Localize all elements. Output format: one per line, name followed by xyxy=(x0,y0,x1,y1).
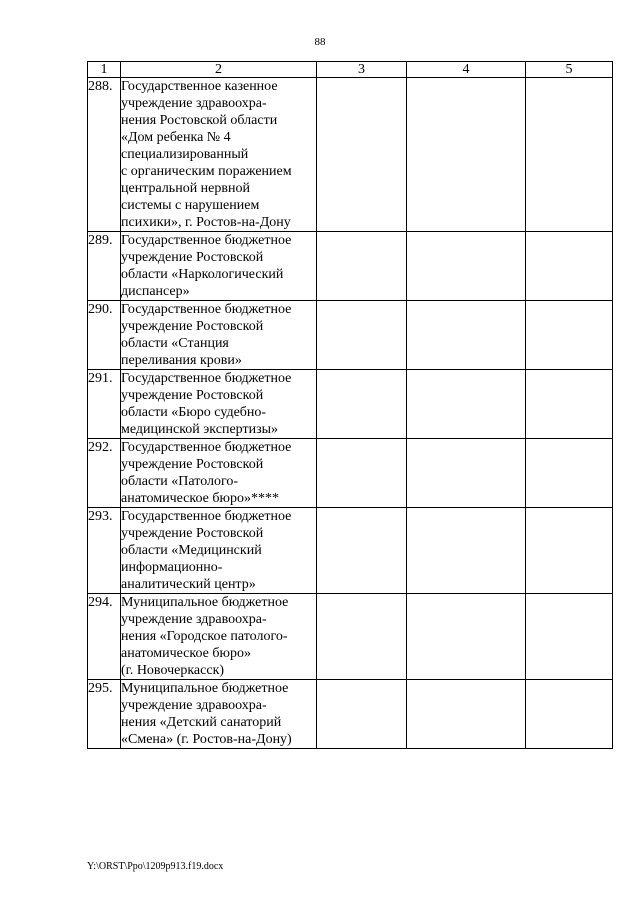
empty-cell-col-3 xyxy=(317,680,407,749)
table-row xyxy=(88,370,613,439)
empty-cell-col-4 xyxy=(407,232,526,301)
table-row xyxy=(88,301,613,370)
table-row xyxy=(88,594,613,680)
institution-name-line: специализированный xyxy=(121,147,249,162)
institution-name-line: системы с нарушением xyxy=(121,198,260,213)
row-number: 294. xyxy=(88,594,121,680)
institution-name-line: нения «Городское патолого- xyxy=(121,629,288,644)
empty-cell-col-3 xyxy=(317,594,407,680)
institution-name-line: области «Станция xyxy=(121,336,229,351)
table-row xyxy=(88,508,613,594)
empty-cell-col-3 xyxy=(317,370,407,439)
institution-name-line: Государственное бюджетное xyxy=(121,440,292,455)
institution-name-line: области «Бюро судебно- xyxy=(121,405,267,420)
institution-name-line: «Смена» (г. Ростов-на-Дону) xyxy=(121,732,292,747)
empty-cell-col-4 xyxy=(407,680,526,749)
table-row xyxy=(88,439,613,508)
institution-name-line: психики», г. Ростов-на-Дону xyxy=(121,215,291,230)
row-number: 291. xyxy=(88,370,121,439)
institution-name xyxy=(121,78,317,232)
institution-name-line: учреждение Ростовской xyxy=(121,457,264,472)
table-row xyxy=(88,232,613,301)
institution-name-line: учреждение Ростовской xyxy=(121,250,264,265)
empty-cell-col-5 xyxy=(526,680,613,749)
empty-cell-col-4 xyxy=(407,594,526,680)
column-header-4: 4 xyxy=(407,62,526,78)
empty-cell-col-3 xyxy=(317,301,407,370)
empty-cell-col-5 xyxy=(526,301,613,370)
empty-cell-col-4 xyxy=(407,370,526,439)
empty-cell-col-5 xyxy=(526,508,613,594)
empty-cell-col-3 xyxy=(317,78,407,232)
institution-name xyxy=(121,594,317,680)
table-row xyxy=(88,680,613,749)
institution-name-line: Муниципальное бюджетное xyxy=(121,595,289,610)
empty-cell-col-4 xyxy=(407,508,526,594)
table-row xyxy=(88,78,613,232)
institution-name-line: Государственное бюджетное xyxy=(121,233,292,248)
institution-name-line: области «Медицинский xyxy=(121,543,262,558)
institution-name-line: переливания крови» xyxy=(121,353,242,368)
institution-name-line: области «Наркологический xyxy=(121,267,284,282)
institutions-table xyxy=(87,61,613,749)
column-header-3: 3 xyxy=(317,62,407,78)
file-path-footer: Y:\ORST\Ppo\1209p913.f19.docx xyxy=(87,861,224,872)
institution-name-line: учреждение Ростовской xyxy=(121,526,264,541)
institution-name-line: медицинской экспертизы» xyxy=(121,422,279,437)
row-number: 288. xyxy=(88,78,121,232)
empty-cell-col-5 xyxy=(526,370,613,439)
column-header-2: 2 xyxy=(121,62,317,78)
empty-cell-col-5 xyxy=(526,594,613,680)
empty-cell-col-3 xyxy=(317,439,407,508)
institution-name-line: Государственное казенное xyxy=(121,79,278,94)
header-row xyxy=(88,62,613,78)
institution-name-line: нения Ростовской области xyxy=(121,113,278,128)
institution-name-line: аналитический центр» xyxy=(121,577,256,592)
institution-name xyxy=(121,370,317,439)
column-header-5: 5 xyxy=(526,62,613,78)
row-number: 293. xyxy=(88,508,121,594)
institution-name xyxy=(121,232,317,301)
institution-name xyxy=(121,301,317,370)
empty-cell-col-3 xyxy=(317,508,407,594)
institution-name-line: Государственное бюджетное xyxy=(121,509,292,524)
column-header-1: 1 xyxy=(88,62,121,78)
row-number: 289. xyxy=(88,232,121,301)
institution-name-line: диспансер» xyxy=(121,284,190,299)
page-number: 88 xyxy=(314,36,326,48)
institution-name-line: (г. Новочеркасск) xyxy=(121,663,225,678)
row-number: 292. xyxy=(88,439,121,508)
institution-name-line: учреждение здравоохра- xyxy=(121,698,267,713)
empty-cell-col-5 xyxy=(526,232,613,301)
row-number: 295. xyxy=(88,680,121,749)
institution-name-line: нения «Детский санаторий xyxy=(121,715,282,730)
institution-name-line: учреждение здравоохра- xyxy=(121,612,267,627)
institution-name-line: информационно- xyxy=(121,560,223,575)
empty-cell-col-3 xyxy=(317,232,407,301)
institution-name-line: с органическим поражением xyxy=(121,164,292,179)
empty-cell-col-4 xyxy=(407,78,526,232)
institution-name-line: учреждение Ростовской xyxy=(121,319,264,334)
empty-cell-col-5 xyxy=(526,439,613,508)
institution-name-line: Государственное бюджетное xyxy=(121,302,292,317)
institution-name-line: анатомическое бюро» xyxy=(121,646,251,661)
empty-cell-col-5 xyxy=(526,78,613,232)
institution-name-line: Муниципальное бюджетное xyxy=(121,681,289,696)
institution-name-line: «Дом ребенка № 4 xyxy=(121,130,231,145)
institution-name-line: учреждение Ростовской xyxy=(121,388,264,403)
institution-name xyxy=(121,508,317,594)
institution-name xyxy=(121,680,317,749)
institution-name-line: Государственное бюджетное xyxy=(121,371,292,386)
empty-cell-col-4 xyxy=(407,439,526,508)
institution-name-line: области «Патолого- xyxy=(121,474,239,489)
institution-name-line: учреждение здравоохра- xyxy=(121,96,267,111)
row-number: 290. xyxy=(88,301,121,370)
empty-cell-col-4 xyxy=(407,301,526,370)
institution-name-line: центральной нервной xyxy=(121,181,250,196)
institution-name-line: анатомическое бюро»**** xyxy=(121,491,279,506)
institution-name xyxy=(121,439,317,508)
